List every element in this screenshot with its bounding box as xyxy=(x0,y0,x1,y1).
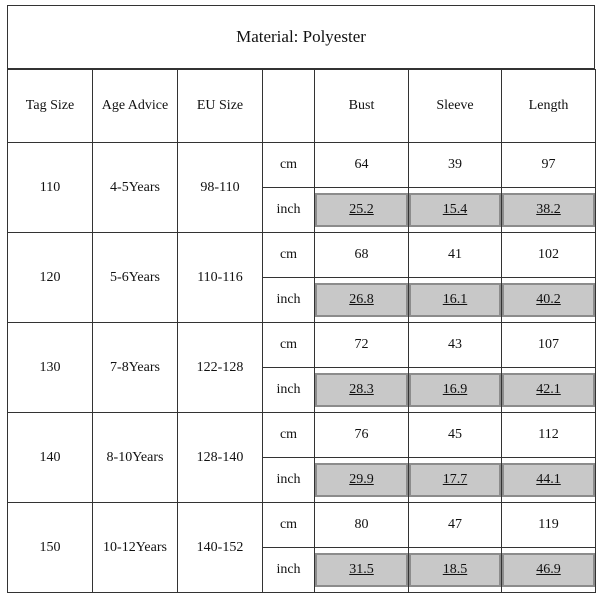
bust-cm-cell: 80 xyxy=(315,503,409,548)
bust-cm-cell: 68 xyxy=(315,233,409,278)
age-advice-cell: 8-10Years xyxy=(93,413,178,503)
sleeve-inch-cell xyxy=(409,548,502,593)
table-row xyxy=(8,503,596,548)
sleeve-inch-value: 16.9 xyxy=(442,382,468,397)
length-cm-cell: 97 xyxy=(502,143,596,188)
age-advice-cell: 7-8Years xyxy=(93,323,178,413)
bust-cm-cell: 76 xyxy=(315,413,409,458)
length-inch-value: 44.1 xyxy=(536,472,561,487)
bust-inch-cell xyxy=(315,188,409,233)
bust-inch-value: 28.3 xyxy=(349,382,374,397)
age-advice-cell: 10-12Years xyxy=(93,503,178,593)
sleeve-inch-cell xyxy=(409,368,502,413)
length-inch-cell xyxy=(502,188,596,233)
sleeve-inch-cell xyxy=(409,188,502,233)
sleeve-cm-cell: 39 xyxy=(409,143,502,188)
length-inch-value: 40.2 xyxy=(536,292,561,307)
bust-inch-value: 26.8 xyxy=(349,292,374,307)
bust-inch-value: 31.5 xyxy=(349,562,374,577)
sleeve-cm-cell: 47 xyxy=(409,503,502,548)
length-inch-value: 38.2 xyxy=(536,202,561,217)
tag-size-cell: 110 xyxy=(8,143,93,233)
bust-inch-cell xyxy=(315,278,409,323)
bust-cm-cell: 72 xyxy=(315,323,409,368)
table-row xyxy=(8,323,596,368)
material-title: Material: Polyester xyxy=(7,5,595,69)
unit-inch-label: inch xyxy=(263,188,315,233)
header-unit xyxy=(263,70,315,143)
sleeve-inch-cell xyxy=(409,278,502,323)
unit-cm-label: cm xyxy=(263,413,315,458)
bust-inch-value: 25.2 xyxy=(349,202,374,217)
tag-size-cell: 150 xyxy=(8,503,93,593)
bust-inch-cell xyxy=(315,368,409,413)
table-row xyxy=(8,233,596,278)
length-inch-value: 42.1 xyxy=(536,382,561,397)
unit-inch-label: inch xyxy=(263,278,315,323)
unit-cm-label: cm xyxy=(263,233,315,278)
sleeve-inch-value: 18.5 xyxy=(442,562,468,577)
tag-size-cell: 120 xyxy=(8,233,93,323)
eu-size-cell: 128-140 xyxy=(178,413,263,503)
header-sleeve: Sleeve xyxy=(409,70,502,143)
eu-size-cell: 110-116 xyxy=(178,233,263,323)
length-cm-cell: 107 xyxy=(502,323,596,368)
size-chart xyxy=(7,5,595,597)
header-length: Length xyxy=(502,70,596,143)
length-cm-cell: 119 xyxy=(502,503,596,548)
unit-cm-label: cm xyxy=(263,503,315,548)
length-inch-cell xyxy=(502,368,596,413)
unit-inch-label: inch xyxy=(263,368,315,413)
eu-size-cell: 140-152 xyxy=(178,503,263,593)
table-row xyxy=(8,413,596,458)
bust-cm-cell: 64 xyxy=(315,143,409,188)
bust-inch-cell xyxy=(315,548,409,593)
length-inch-cell xyxy=(502,278,596,323)
sleeve-inch-value: 16.1 xyxy=(442,292,468,307)
bust-inch-cell xyxy=(315,458,409,503)
length-inch-value: 46.9 xyxy=(536,562,561,577)
unit-cm-label: cm xyxy=(263,323,315,368)
size-table xyxy=(7,69,596,593)
unit-inch-label: inch xyxy=(263,548,315,593)
length-cm-cell: 102 xyxy=(502,233,596,278)
sleeve-inch-cell xyxy=(409,458,502,503)
sleeve-cm-cell: 41 xyxy=(409,233,502,278)
sleeve-inch-value: 15.4 xyxy=(442,202,468,217)
header-age-advice: Age Advice xyxy=(93,70,178,143)
table-row xyxy=(8,143,596,188)
sleeve-cm-cell: 45 xyxy=(409,413,502,458)
header-row xyxy=(8,70,596,143)
header-eu-size: EU Size xyxy=(178,70,263,143)
age-advice-cell: 5-6Years xyxy=(93,233,178,323)
tag-size-cell: 130 xyxy=(8,323,93,413)
unit-cm-label: cm xyxy=(263,143,315,188)
eu-size-cell: 122-128 xyxy=(178,323,263,413)
unit-inch-label: inch xyxy=(263,458,315,503)
eu-size-cell: 98-110 xyxy=(178,143,263,233)
sleeve-cm-cell: 43 xyxy=(409,323,502,368)
length-cm-cell: 112 xyxy=(502,413,596,458)
tag-size-cell: 140 xyxy=(8,413,93,503)
age-advice-cell: 4-5Years xyxy=(93,143,178,233)
length-inch-cell xyxy=(502,458,596,503)
header-bust: Bust xyxy=(315,70,409,143)
sleeve-inch-value: 17.7 xyxy=(442,472,468,487)
length-inch-cell xyxy=(502,548,596,593)
bust-inch-value: 29.9 xyxy=(349,472,374,487)
header-tag-size: Tag Size xyxy=(8,70,93,143)
